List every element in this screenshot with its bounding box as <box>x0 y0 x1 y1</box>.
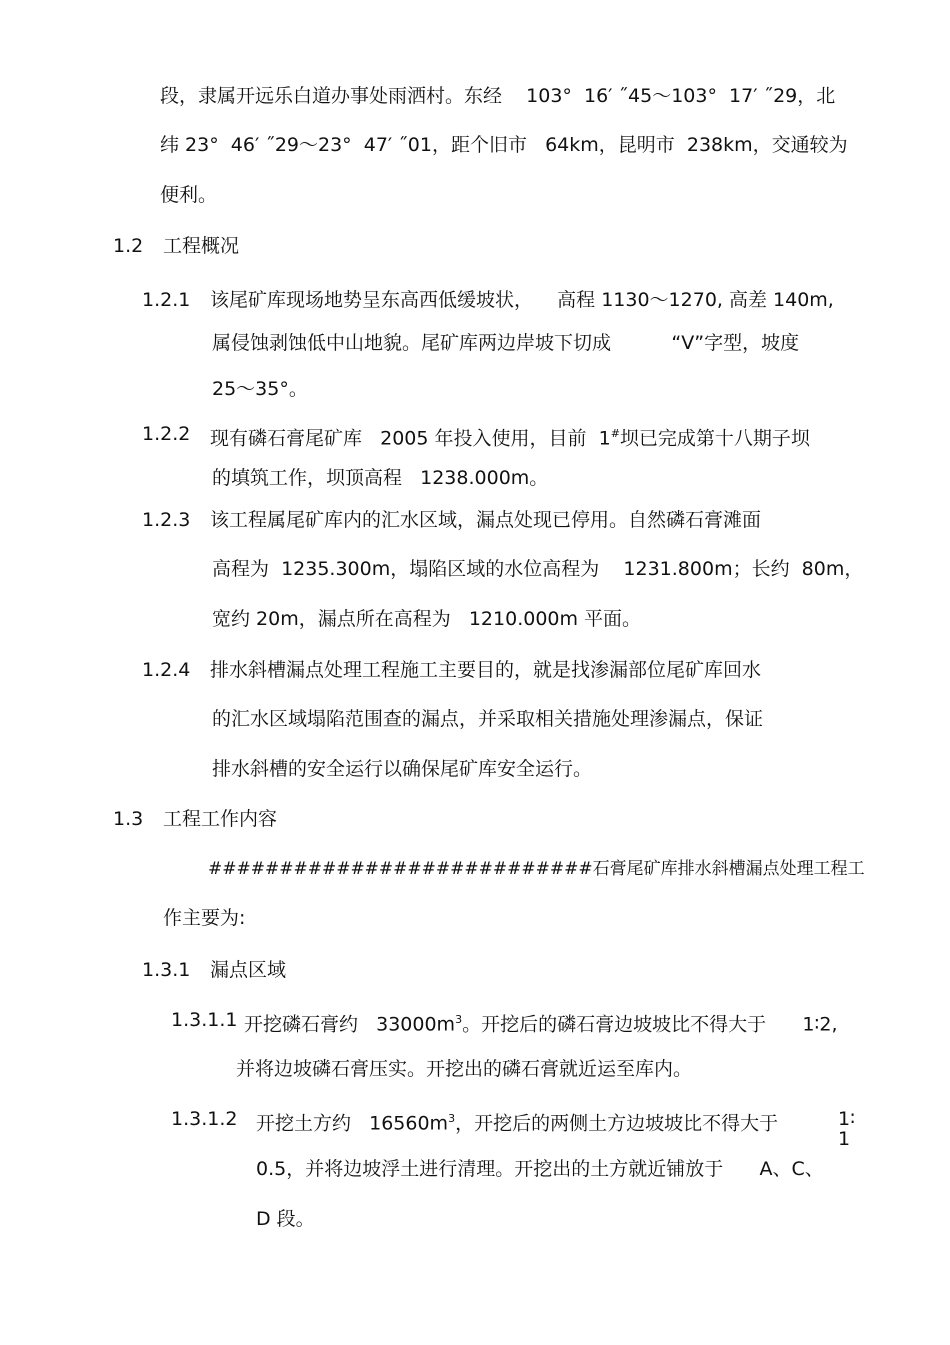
text-line: 现有磷石膏尾矿库 2005 年投入使用，目前 1#坝已完成第十八期子坝 <box>210 427 810 450</box>
item-number: 1.3.1.2 <box>171 1108 238 1130</box>
text-line: 纬 23° 46′ ˝29～23° 47′ ˝01，距个旧市 64km，昆明市 238km，交通较为 <box>160 134 848 156</box>
text-line: 作主要为: <box>163 907 246 929</box>
text-line: 的填筑工作，坝顶高程 1238.000m。 <box>212 467 549 489</box>
text-line: 高程为 1235.300m，塌陷区域的水位高程为 1231.800m；长约 80m， <box>212 558 864 580</box>
section-heading: 工程工作内容 <box>163 808 278 830</box>
text-line: D 段。 <box>256 1208 315 1230</box>
text-line: 1∶ <box>838 1108 856 1130</box>
item-number: 1.2.3 <box>142 509 191 531</box>
text-line: 0.5，并将边坡浮土进行清理。开挖出的土方就近铺放于 A、C、 <box>256 1158 824 1180</box>
text-line: 属侵蚀剥蚀低中山地貌。尾矿库两边岸坡下切成 “V”字型，坡度 <box>212 332 800 354</box>
text-line: 开挖磷石膏约 $33000m^3$。开挖后的磷石膏边坡坡比不得大于 1∶2, <box>244 1013 838 1036</box>
text-line: 并将边坡磷石膏压实。开挖出的磷石膏就近运至库内。 <box>236 1058 693 1080</box>
text-line: 该尾矿库现场地势呈东高西低缓坡状， 高程 1130～1270, 高差 140m, <box>210 289 834 311</box>
item-number: 1.2.2 <box>142 423 191 445</box>
item-number: 1.2.4 <box>142 659 191 681</box>
item-number: 1.2.1 <box>142 289 191 311</box>
text-line: 的汇水区域塌陷范围查的漏点，并采取相关措施处理渗漏点，保证 <box>212 708 764 730</box>
text-line: 便利。 <box>160 184 218 206</box>
section-number: 1.2 <box>113 235 144 257</box>
text-line: 排水斜槽的安全运行以确保尾矿库安全运行。 <box>212 758 593 780</box>
text-line: ###########################石膏尾矿库排水斜槽漏点处理工程工 <box>208 859 865 879</box>
text-line: 宽约 20m，漏点所在高程为 1210.000m 平面。 <box>212 608 642 630</box>
item-number: 1.3.1.1 <box>171 1009 238 1031</box>
text-line: 排水斜槽漏点处理工程施工主要目的，就是找渗漏部位尾矿库回水 <box>210 659 762 681</box>
item-number: 1.3.1 <box>142 959 191 981</box>
text-line: 1 <box>838 1128 851 1150</box>
item-heading: 漏点区域 <box>210 959 287 981</box>
section-number: 1.3 <box>113 808 144 830</box>
text-line: 该工程属尾矿库内的汇水区域，漏点处现已停用。自然磷石膏滩面 <box>210 509 762 531</box>
text-line: 段，隶属开远乐白道办事处雨洒村。东经 103° 16′ ˝45～103° 17′ ˝29，北 <box>160 85 836 107</box>
section-heading: 工程概况 <box>163 235 240 257</box>
text-line: 开挖土方约 $16560m^3$，开挖后的两侧土方边坡坡比不得大于 <box>256 1112 779 1135</box>
text-line: 25～35°。 <box>212 378 308 400</box>
